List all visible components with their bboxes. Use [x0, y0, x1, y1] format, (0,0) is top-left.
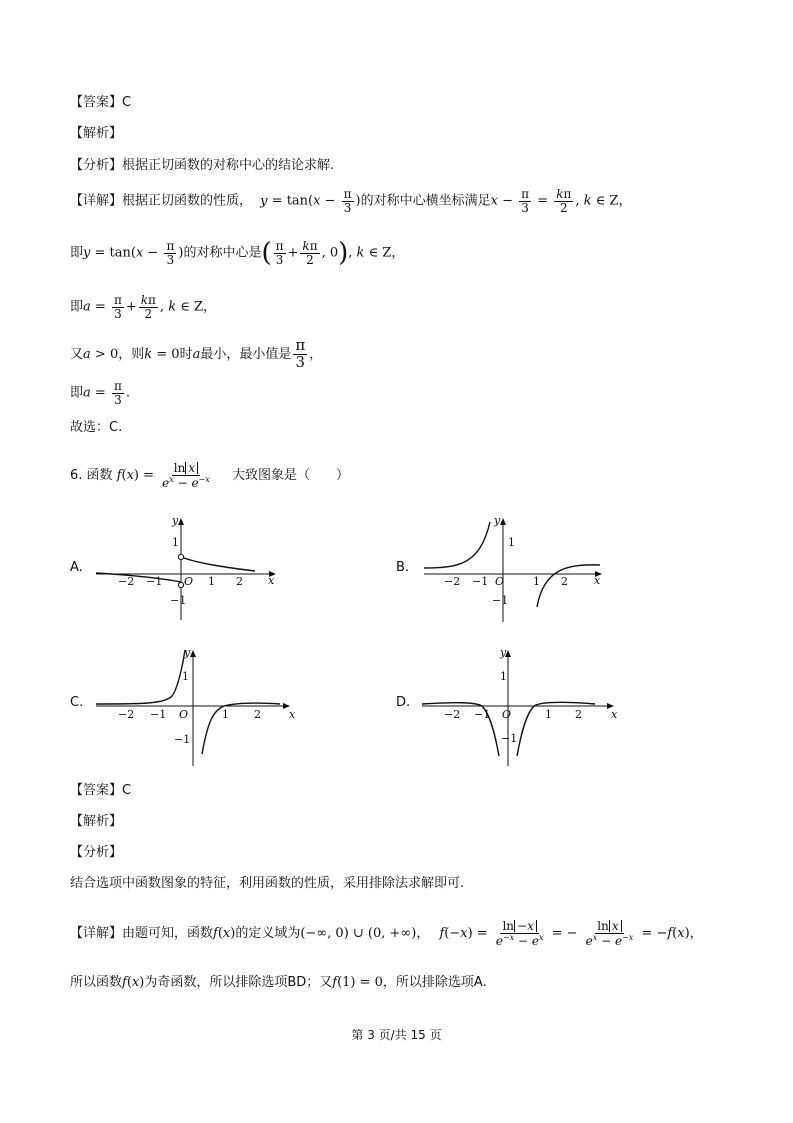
tick-1-x: 1 [545, 708, 552, 721]
open-point-top [178, 554, 183, 559]
tick-neg1-x: −1 [472, 575, 489, 588]
x-label: x [594, 574, 601, 587]
tick-2: 2 [575, 708, 582, 721]
curve-left [96, 650, 185, 704]
page-footer: 第 3 页/共 15 页 [351, 1028, 442, 1042]
graph-b [420, 512, 620, 627]
tick-neg1: −1 [170, 594, 187, 607]
y-label: y [500, 646, 507, 659]
q5-ji1: 即y = tan(x − $\frac{\pi}{3}$ )的对称中心是( $\frac{\pi}{3}$ + $\frac{k\pi}{2}$ , 0), k ∈ Z， [70, 238, 405, 269]
y-label: y [184, 646, 191, 659]
graph-c [90, 644, 305, 769]
x-label: x [268, 574, 275, 587]
tick-1: 1 [508, 536, 515, 549]
curve-left [424, 522, 490, 568]
q6-stem: 6. 函数 f(x) = $\frac{\text{ln x}}{e^x - e^{-x}}$ 大致图象是（ ） [70, 461, 349, 490]
tick-neg1-x: −1 [146, 575, 163, 588]
tick-1-x: 1 [533, 575, 540, 588]
origin-label: O [495, 575, 505, 588]
tick-neg2: −2 [118, 575, 135, 588]
tick-1: 1 [182, 670, 189, 683]
tick-neg1-x: −1 [474, 708, 491, 721]
origin-label: O [502, 708, 512, 721]
tick-neg2: −2 [444, 575, 461, 588]
option-c-label: C. [70, 695, 84, 710]
graph-d [420, 644, 630, 769]
q5-ji3: 即a = $\frac{\pi}{3}$ . [70, 379, 130, 407]
tick-2: 2 [236, 575, 243, 588]
q5-ji2: 即a = $\frac{\pi}{3}$ + $\frac{k\pi}{2}$ , k ∈ Z， [70, 293, 217, 321]
q5-answer: 【答案】C [70, 95, 132, 110]
tick-neg1: −1 [174, 733, 191, 746]
y-label: y [172, 514, 179, 527]
graph-a [90, 512, 290, 622]
y-label: y [494, 514, 501, 527]
q6-answer: 【答案】C [70, 783, 132, 798]
q5-detail-line: 【详解】根据正切函数的性质， y = tan(x − $\frac{\pi}{3}$ )的对称中心横坐标满足x − $\frac{\pi}{3}$ = $\frac{k\pi}{2}$ , k ∈ Z， [70, 187, 632, 215]
option-a-label: A. [70, 560, 83, 575]
y-arrow [500, 518, 506, 525]
tick-1: 1 [500, 670, 507, 683]
tick-neg1-x: −1 [150, 708, 167, 721]
tick-neg1: −1 [501, 732, 518, 745]
q6-analysis-tag: 【解析】 [70, 814, 123, 829]
tick-1-x: 1 [208, 575, 215, 588]
q5-you: 又a > 0，则k = 0时a最小，最小值是 $\frac{\pi}{3}$ ， [70, 336, 323, 371]
q6-detail-line: 【详解】由题可知，函数f(x)的定义域为(−∞, 0) ∪ (0, +∞)， f(−x) = $\frac{\ln -x}{e^{-x} - e^x}$ = − $\frac{\text{ln x}}{e^x - e^{-x}}$ = −f(x)， [70, 919, 703, 948]
q5-choose: 故选：C. [70, 420, 123, 435]
tick-neg2: −2 [118, 708, 135, 721]
tick-1: 1 [172, 536, 179, 549]
tick-2: 2 [561, 575, 568, 588]
x-label: x [289, 708, 296, 721]
q6-fenxi-tag: 【分析】 [70, 845, 123, 860]
tick-neg2: −2 [444, 708, 461, 721]
tick-2: 2 [254, 708, 261, 721]
y-arrow [178, 518, 184, 525]
q5-fenxi: 【分析】根据正切函数的对称中心的结论求解. [70, 158, 335, 173]
origin-label: O [179, 708, 189, 721]
q6-conclusion: 所以函数f(x)为奇函数，所以排除选项BD；又f(1) = 0，所以排除选项A. [70, 975, 487, 990]
y-arrow [190, 650, 196, 657]
q6-fenxi-text: 结合选项中函数图象的特征，利用函数的性质，采用排除法求解即可. [70, 876, 465, 891]
curve-right [181, 557, 255, 571]
option-d-label: D. [396, 695, 411, 710]
tick-1-x: 1 [222, 708, 229, 721]
curve-right [202, 703, 280, 754]
curve-right [537, 565, 600, 607]
curve-right [517, 702, 595, 756]
open-point-bottom [178, 582, 183, 587]
origin-label: O [184, 575, 194, 588]
q5-analysis-tag: 【解析】 [70, 126, 123, 141]
tick-neg1: −1 [492, 594, 509, 607]
option-b-label: B. [396, 560, 410, 575]
x-label: x [611, 708, 618, 721]
